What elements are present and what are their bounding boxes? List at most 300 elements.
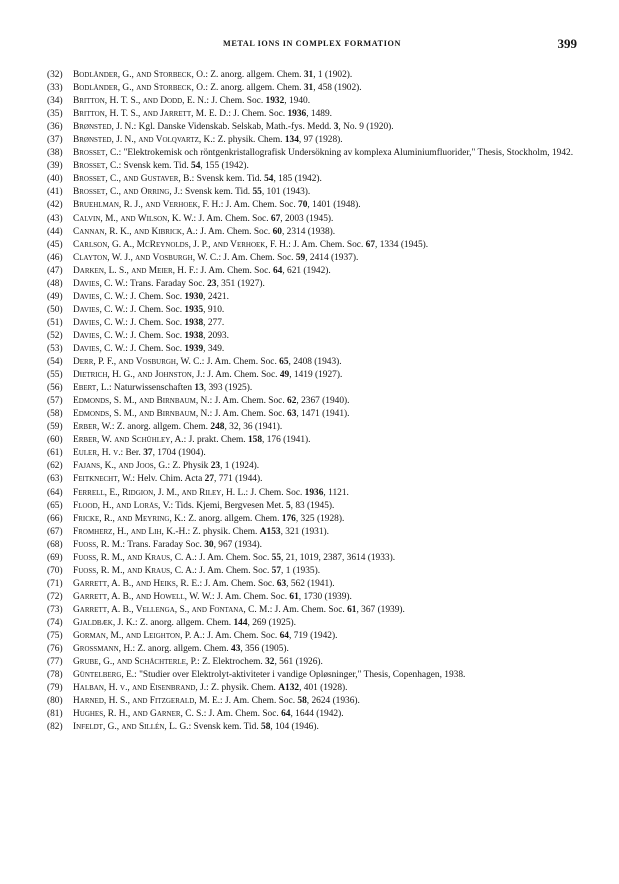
reference-volume: 1936 — [304, 487, 324, 498]
reference-volume: 59 — [295, 252, 306, 263]
reference-entry — [47, 513, 579, 526]
reference-entry — [47, 69, 579, 82]
running-head — [47, 36, 577, 53]
reference-entry — [47, 395, 579, 408]
reference-number: (78) — [47, 670, 63, 681]
reference-entry — [47, 199, 579, 212]
reference-authors: Grube, G., and Schächterle, P. — [73, 657, 198, 668]
reference-pages-year: , 97 (1928). — [298, 135, 343, 146]
reference-volume: 49 — [279, 370, 290, 381]
reference-number: (35) — [47, 109, 63, 120]
reference-pages-year: , 561 (1926). — [274, 657, 323, 668]
reference-number: (47) — [47, 265, 63, 276]
reference-entry — [47, 239, 579, 252]
reference-entry — [47, 460, 579, 473]
reference-number: (68) — [47, 539, 63, 550]
reference-pages-year: , 393 (1925). — [203, 383, 253, 394]
reference-number: (60) — [47, 435, 63, 446]
reference-pages-year: , 771 (1944). — [214, 474, 263, 485]
reference-volume: 63 — [276, 578, 287, 589]
reference-source: : "Studier over Elektrolyt-aktiviteter i vandige Opløsninger," Thesis, Copenhagen, 1938. — [134, 670, 466, 681]
reference-pages-year: , 185 (1942). — [273, 174, 322, 185]
reference-source: : J. Chem. Soc. — [125, 291, 185, 302]
reference-volume: 64 — [281, 709, 291, 720]
page-number: 399 — [557, 36, 577, 51]
reference-number: (40) — [47, 174, 63, 185]
reference-source: : Z. Physik — [167, 461, 211, 472]
reference-authors: Brosset, C. — [73, 161, 119, 172]
reference-authors: Davies, C. W. — [73, 317, 126, 328]
reference-pages-year: , 1334 (1945). — [375, 239, 429, 250]
reference-source: : Z. anorg. allgem. Chem. — [205, 70, 304, 80]
reference-entry — [47, 186, 579, 199]
reference-number: (82) — [47, 722, 63, 733]
reference-pages-year: , 32, 36 (1941). — [224, 422, 283, 433]
reference-authors: Infeldt, G., and Sillén, L. G. — [73, 722, 189, 733]
reference-entry — [47, 421, 579, 434]
reference-volume: A153 — [259, 526, 281, 537]
reference-pages-year: , 277. — [203, 317, 225, 328]
reference-source: : Z. physik. Chem. — [187, 526, 260, 537]
reference-entry — [47, 630, 579, 643]
reference-entry — [47, 304, 579, 317]
reference-number: (33) — [47, 83, 63, 94]
reference-entry — [47, 291, 579, 304]
reference-pages-year: , 1 (1924). — [220, 461, 260, 472]
reference-pages-year: , 2421. — [203, 291, 229, 302]
reference-pages-year: , 176 (1941). — [262, 435, 311, 446]
reference-source: : Svensk kem. Tid. — [180, 187, 253, 198]
reference-entry — [47, 252, 579, 265]
reference-source: : J. Chem. Soc. — [245, 487, 305, 498]
reference-pages-year: , 2624 (1936). — [306, 696, 360, 707]
reference-volume: 54 — [264, 174, 274, 185]
reference-authors: Brønsted, J. N., and Volqvartz, K. — [73, 135, 213, 146]
reference-volume: 1935 — [184, 304, 204, 315]
reference-number: (49) — [47, 291, 63, 302]
reference-entry — [47, 591, 579, 604]
reference-entry — [47, 604, 579, 617]
reference-number: (72) — [47, 591, 63, 602]
reference-source: : Tids. Kjemi, Bergvesen Met. — [170, 500, 286, 511]
reference-source: : Ber. — [120, 448, 144, 459]
reference-entry — [47, 173, 579, 186]
reference-number: (32) — [47, 70, 63, 80]
reference-volume: 1930 — [184, 291, 204, 302]
reference-entry — [47, 108, 579, 121]
reference-source: : Z. anorg. allgem. Chem. — [111, 422, 211, 433]
reference-source: : J. Am. Chem. Soc. — [202, 370, 280, 381]
reference-number: (77) — [47, 657, 63, 668]
reference-volume: 144 — [233, 617, 248, 628]
reference-source: : J. Am. Chem. Soc. — [195, 265, 273, 276]
reference-volume: 27 — [204, 474, 215, 485]
reference-authors: Britton, H. T. S., and Jarrett, M. E. D. — [73, 109, 229, 120]
reference-pages-year: , 101 (1943). — [261, 187, 311, 198]
reference-volume: 63 — [287, 409, 297, 420]
reference-volume: 37 — [143, 448, 153, 459]
reference-source: : J. Am. Chem. Soc. — [201, 357, 280, 368]
reference-number: (80) — [47, 696, 63, 707]
reference-number: (81) — [47, 709, 63, 720]
reference-number: (48) — [47, 278, 63, 289]
reference-entry — [47, 708, 579, 721]
reference-authors: Cannan, R. K., and Kibrick, A. — [73, 226, 196, 237]
reference-entry — [47, 447, 579, 460]
reference-entry — [47, 330, 579, 343]
reference-entry — [47, 343, 579, 356]
reference-number: (74) — [47, 617, 63, 628]
reference-source: : Z. physik. Chem. — [212, 135, 285, 146]
reference-source: : Z. anorg. allgem. Chem. — [132, 644, 231, 655]
reference-authors: Davies, C. W. — [73, 304, 126, 315]
reference-volume: 62 — [287, 396, 297, 407]
reference-entry — [47, 265, 579, 278]
reference-entry — [47, 552, 579, 565]
reference-authors: Brosset, C. — [73, 148, 119, 159]
reference-entry — [47, 408, 579, 421]
reference-source: : J. Am. Chem. Soc. — [195, 226, 273, 237]
reference-entry — [47, 578, 579, 591]
reference-pages-year: , 621 (1942). — [282, 265, 331, 276]
reference-entry — [47, 500, 579, 513]
reference-number: (79) — [47, 683, 63, 694]
reference-number: (71) — [47, 578, 63, 589]
reference-source: : Z. physik. Chem. — [206, 683, 279, 694]
reference-number: (53) — [47, 343, 63, 354]
reference-volume: 1938 — [184, 317, 204, 328]
reference-source: : Trans. Faraday Soc. — [122, 539, 205, 550]
reference-source: : J. Am. Chem. Soc. — [194, 552, 272, 563]
reference-source: : J. Am. Chem. Soc. — [199, 578, 277, 589]
reference-authors: Ferrell, E., Ridgion, J. M., and Riley, H. L. — [73, 487, 246, 498]
reference-pages-year: , 21, 1019, 2387, 3614 (1933). — [281, 552, 396, 563]
reference-source: : J. Chem. Soc. — [228, 109, 288, 120]
reference-entry — [47, 669, 579, 682]
reference-number: (46) — [47, 252, 63, 263]
reference-volume: 3 — [333, 122, 339, 133]
reference-pages-year: , 1730 (1939). — [298, 591, 352, 602]
reference-authors: Harned, H. S., and Fitzgerald, M. E. — [73, 696, 221, 707]
reference-number: (65) — [47, 500, 63, 511]
reference-authors: Flood, H., and Lorås, V. — [73, 500, 171, 511]
reference-authors: Bruehlman, R. J., and Verhoek, F. H. — [73, 200, 221, 211]
reference-entry — [47, 147, 579, 160]
reference-volume: 1939 — [184, 343, 204, 354]
reference-authors: Fuoss, R. M. — [73, 539, 123, 550]
reference-volume: 31 — [303, 83, 314, 94]
reference-volume: 64 — [279, 631, 289, 642]
reference-authors: Grossmann, H. — [73, 644, 133, 655]
reference-authors: Hughes, R. H., and Garner, C. S. — [73, 709, 204, 720]
reference-volume: 23 — [207, 278, 217, 289]
reference-number: (67) — [47, 526, 63, 537]
reference-number: (70) — [47, 565, 63, 576]
reference-pages-year: , 2367 (1940). — [296, 396, 350, 407]
reference-number: (62) — [47, 461, 63, 472]
reference-pages-year: , 1940. — [284, 96, 311, 107]
reference-authors: Gjaldbæk, J. K. — [73, 617, 135, 628]
reference-entry — [47, 369, 579, 382]
reference-authors: Garrett, A. B., Vellenga, S., and Fontana, C. M. — [73, 604, 270, 615]
reference-source: : "Elektrokemisk och röntgenkristallografisk Undersökning av komplexa Aluminiumfluorider," Thesis, Stockholm, 1942. — [118, 148, 574, 159]
reference-source: : Z. anorg. allgem. Chem. — [183, 513, 282, 524]
reference-number: (50) — [47, 304, 63, 315]
reference-authors: Dietrich, H. G., and Johnston, J. — [73, 370, 203, 381]
reference-volume: 61 — [347, 604, 357, 615]
reference-pages-year: , 2093. — [203, 330, 229, 341]
reference-number: (76) — [47, 644, 63, 655]
reference-volume: 176 — [281, 513, 296, 524]
reference-volume: 5 — [285, 500, 291, 511]
reference-source: : Svensk kem. Tid. — [191, 174, 265, 185]
reference-entry — [47, 134, 579, 147]
reference-entry — [47, 356, 579, 369]
reference-source: : Naturwissenschaften — [108, 383, 195, 394]
reference-pages-year: , 104 (1946). — [270, 722, 319, 733]
reference-source: : J. Am. Chem. Soc. — [202, 631, 280, 642]
reference-volume: 1938 — [184, 330, 204, 341]
reference-volume: 57 — [271, 565, 282, 576]
reference-source: : J. Am. Chem. Soc. — [269, 604, 348, 615]
reference-authors: Erber, W. — [73, 422, 112, 433]
reference-number: (52) — [47, 330, 63, 341]
reference-source: : Z. Elektrochem. — [197, 657, 266, 668]
reference-entry — [47, 695, 579, 708]
reference-pages-year: , 1401 (1948). — [307, 200, 361, 211]
reference-volume: 43 — [231, 644, 241, 655]
reference-number: (55) — [47, 370, 63, 381]
reference-entry — [47, 565, 579, 578]
reference-source: : Z. anorg. allgem. Chem. — [134, 617, 234, 628]
reference-volume: 248 — [210, 422, 225, 433]
reference-volume: 13 — [194, 383, 204, 394]
reference-number: (58) — [47, 409, 63, 420]
reference-pages-year: , 349. — [203, 343, 225, 354]
reference-authors: Gorman, M., and Leighton, P. A. — [73, 631, 203, 642]
reference-pages-year: , 967 (1934). — [213, 539, 263, 550]
reference-authors: Davies, C. W. — [73, 291, 126, 302]
reference-number: (66) — [47, 513, 63, 524]
reference-pages-year: , 1 (1902). — [313, 70, 353, 80]
reference-source: : J. Chem. Soc. — [125, 330, 185, 341]
reference-pages-year: , 155 (1942). — [200, 161, 249, 172]
reference-authors: Garrett, A. B., and Heiks, R. E. — [73, 578, 200, 589]
reference-volume: 1932 — [265, 96, 285, 107]
reference-source: : J. Chem. Soc. — [125, 304, 185, 315]
reference-number: (45) — [47, 239, 63, 250]
reference-pages-year: , 2408 (1943). — [288, 357, 342, 368]
reference-authors: Davies, C. W. — [73, 330, 126, 341]
reference-number: (56) — [47, 383, 63, 394]
reference-source: : Svensk kem. Tid. — [188, 722, 262, 733]
reference-authors: Edmonds, S. M., and Birnbaum, N. — [73, 396, 210, 407]
reference-source: : J. Am. Chem. Soc. — [218, 252, 296, 263]
reference-authors: Fajans, K., and Joos, G. — [73, 461, 168, 472]
reference-source: : J. Am. Chem. Soc. — [220, 200, 299, 211]
reference-source: : Svensk kem. Tid. — [118, 161, 192, 172]
reference-entry — [47, 721, 579, 734]
reference-source: : J. Am. Chem. Soc. — [209, 409, 288, 420]
reference-authors: Davies, C. W. — [73, 278, 126, 289]
reference-entry — [47, 382, 579, 395]
reference-volume: 65 — [279, 357, 289, 368]
reference-authors: Ebert, L. — [73, 383, 109, 394]
reference-number: (34) — [47, 96, 63, 107]
reference-authors: Bodländer, G., and Storbeck, O. — [73, 83, 206, 94]
reference-entry — [47, 95, 579, 108]
reference-authors: Garrett, A. B., and Howell, W. W. — [73, 591, 213, 602]
reference-volume: 70 — [298, 200, 308, 211]
reference-volume: 158 — [247, 435, 263, 446]
reference-source: : Trans. Faraday Soc. — [125, 278, 208, 289]
reference-source: : J. Am. Chem. Soc. — [288, 239, 366, 250]
reference-authors: Feitknecht, W. — [73, 474, 133, 485]
reference-entry — [47, 656, 579, 669]
reference-pages-year: , 2414 (1937). — [305, 252, 359, 263]
reference-number: (43) — [47, 213, 63, 224]
reference-entry — [47, 473, 579, 486]
reference-authors: Euler, H. v. — [73, 448, 121, 459]
reference-pages-year: , 1 (1935). — [281, 565, 321, 576]
reference-source: : J. Chem. Soc. — [125, 343, 185, 354]
reference-entry — [47, 278, 579, 291]
reference-volume: 32 — [265, 657, 275, 668]
reference-pages-year: , 269 (1925). — [247, 617, 296, 628]
reference-authors: Davies, C. W. — [73, 343, 126, 354]
reference-pages-year: , 2003 (1945). — [280, 213, 334, 224]
reference-pages-year: , 1471 (1941). — [296, 409, 350, 420]
reference-entry — [47, 213, 579, 226]
reference-entry — [47, 434, 579, 447]
reference-volume: 134 — [284, 135, 299, 146]
reference-volume: 54 — [191, 161, 201, 172]
reference-volume: A132 — [278, 683, 300, 694]
reference-volume: 60 — [272, 226, 282, 237]
reference-volume: 55 — [252, 187, 262, 198]
reference-volume: 64 — [272, 265, 283, 276]
reference-source: : J. Am. Chem. Soc. — [220, 696, 298, 707]
reference-number: (36) — [47, 122, 63, 133]
reference-source: : J. Chem. Soc. — [206, 96, 266, 107]
reference-volume: 58 — [297, 696, 307, 707]
reference-authors: Calvin, M., and Wilson, K. W. — [73, 213, 194, 224]
reference-authors: Güntelberg, E. — [73, 670, 135, 681]
reference-pages-year: , 1489. — [306, 109, 333, 120]
reference-entry — [47, 160, 579, 173]
reference-number: (44) — [47, 226, 63, 237]
reference-source: : J. Am. Chem. Soc. — [194, 565, 272, 576]
reference-pages-year: , 83 (1945). — [290, 500, 335, 511]
reference-number: (73) — [47, 604, 63, 615]
reference-number: (54) — [47, 357, 63, 368]
reference-source: : Kgl. Danske Videnskab. Selskab, Math.-fys. Medd. — [133, 122, 334, 133]
reference-volume: 67 — [365, 239, 376, 250]
reference-number: (41) — [47, 187, 63, 198]
reference-volume: 55 — [271, 552, 282, 563]
reference-number: (37) — [47, 135, 63, 146]
reference-entry — [47, 487, 579, 500]
reference-volume: 30 — [204, 539, 214, 550]
reference-number: (51) — [47, 317, 63, 328]
reference-entry — [47, 617, 579, 630]
running-title: METAL IONS IN COMPLEX FORMATION — [223, 39, 401, 48]
reference-entry — [47, 682, 579, 695]
reference-pages-year: , 910. — [203, 304, 225, 315]
reference-entry — [47, 539, 579, 552]
reference-entry — [47, 317, 579, 330]
reference-source: : J. Am. Chem. Soc. — [203, 709, 282, 720]
reference-authors: Halban, H. v., and Eisenbrand, J. — [73, 683, 207, 694]
reference-authors: Darken, L. S., and Meier, H. F. — [73, 265, 196, 276]
reference-authors: Erber, W. and Schühley, A. — [73, 435, 184, 446]
reference-volume: 61 — [289, 591, 299, 602]
reference-pages-year: , 1419 (1927). — [289, 370, 343, 381]
reference-pages-year: , 1121. — [323, 487, 349, 498]
reference-entry — [47, 82, 579, 95]
reference-authors: Britton, H. T. S., and Dodd, E. N. — [73, 96, 207, 107]
reference-pages-year: , 321 (1931). — [280, 526, 330, 537]
reference-authors: Brønsted, J. N. — [73, 122, 134, 133]
reference-entry — [47, 121, 579, 134]
reference-authors: Derr, P. F., and Vosburgh, W. C. — [73, 357, 202, 368]
reference-pages-year: , 367 (1939). — [356, 604, 405, 615]
reference-source: : Z. anorg. allgem. Chem. — [205, 83, 304, 94]
reference-pages-year: , 719 (1942). — [288, 631, 338, 642]
reference-number: (57) — [47, 396, 63, 407]
reference-number: (63) — [47, 474, 63, 485]
reference-authors: Fuoss, R. M., and Kraus, C. A. — [73, 552, 195, 563]
reference-source: : J. Chem. Soc. — [125, 317, 185, 328]
reference-pages-year: , 1644 (1942). — [290, 709, 344, 720]
reference-number: (64) — [47, 487, 63, 498]
reference-pages-year: , 458 (1902). — [313, 83, 362, 94]
reference-authors: Brosset, C., and Orring, J. — [73, 187, 181, 198]
reference-authors: Fromherz, H., and Lih, K.-H. — [73, 526, 188, 537]
reference-authors: Bodländer, G., and Storbeck, O. — [73, 70, 206, 80]
reference-volume: 23 — [210, 461, 221, 472]
reference-volume: 67 — [270, 213, 281, 224]
reference-entry — [47, 226, 579, 239]
reference-number: (59) — [47, 422, 63, 433]
reference-source: : J. prakt. Chem. — [183, 435, 248, 446]
reference-authors: Fricke, R., and Meyring, K. — [73, 513, 184, 524]
reference-source: : J. Am. Chem. Soc. — [209, 396, 288, 407]
reference-authors: Brosset, C., and Gustaver, B. — [73, 174, 192, 185]
reference-volume: 1936 — [287, 109, 307, 120]
reference-entry — [47, 526, 579, 539]
reference-number: (42) — [47, 200, 63, 211]
reference-number: (75) — [47, 631, 63, 642]
reference-pages-year: , 2314 (1938). — [281, 226, 336, 237]
reference-list — [47, 69, 579, 734]
reference-volume: 31 — [303, 70, 314, 80]
reference-authors: Edmonds, S. M., and Birnbaum, N. — [73, 409, 210, 420]
reference-source: : Helv. Chim. Acta — [132, 474, 205, 485]
reference-pages-year: , 356 (1905). — [240, 644, 289, 655]
reference-authors: Fuoss, R. M., and Kraus, C. A. — [73, 565, 195, 576]
reference-pages-year: , 562 (1941). — [286, 578, 335, 589]
reference-source: : J. Am. Chem. Soc. — [212, 591, 290, 602]
reference-number: (39) — [47, 161, 63, 172]
reference-volume: 58 — [261, 722, 271, 733]
reference-pages-year: , 325 (1928). — [295, 513, 345, 524]
reference-pages-year: , 351 (1927). — [216, 278, 265, 289]
reference-number: (69) — [47, 552, 63, 563]
reference-entry — [47, 643, 579, 656]
reference-number: (61) — [47, 448, 63, 459]
reference-authors: Clayton, W. J., and Vosburgh, W. C. — [73, 252, 219, 263]
